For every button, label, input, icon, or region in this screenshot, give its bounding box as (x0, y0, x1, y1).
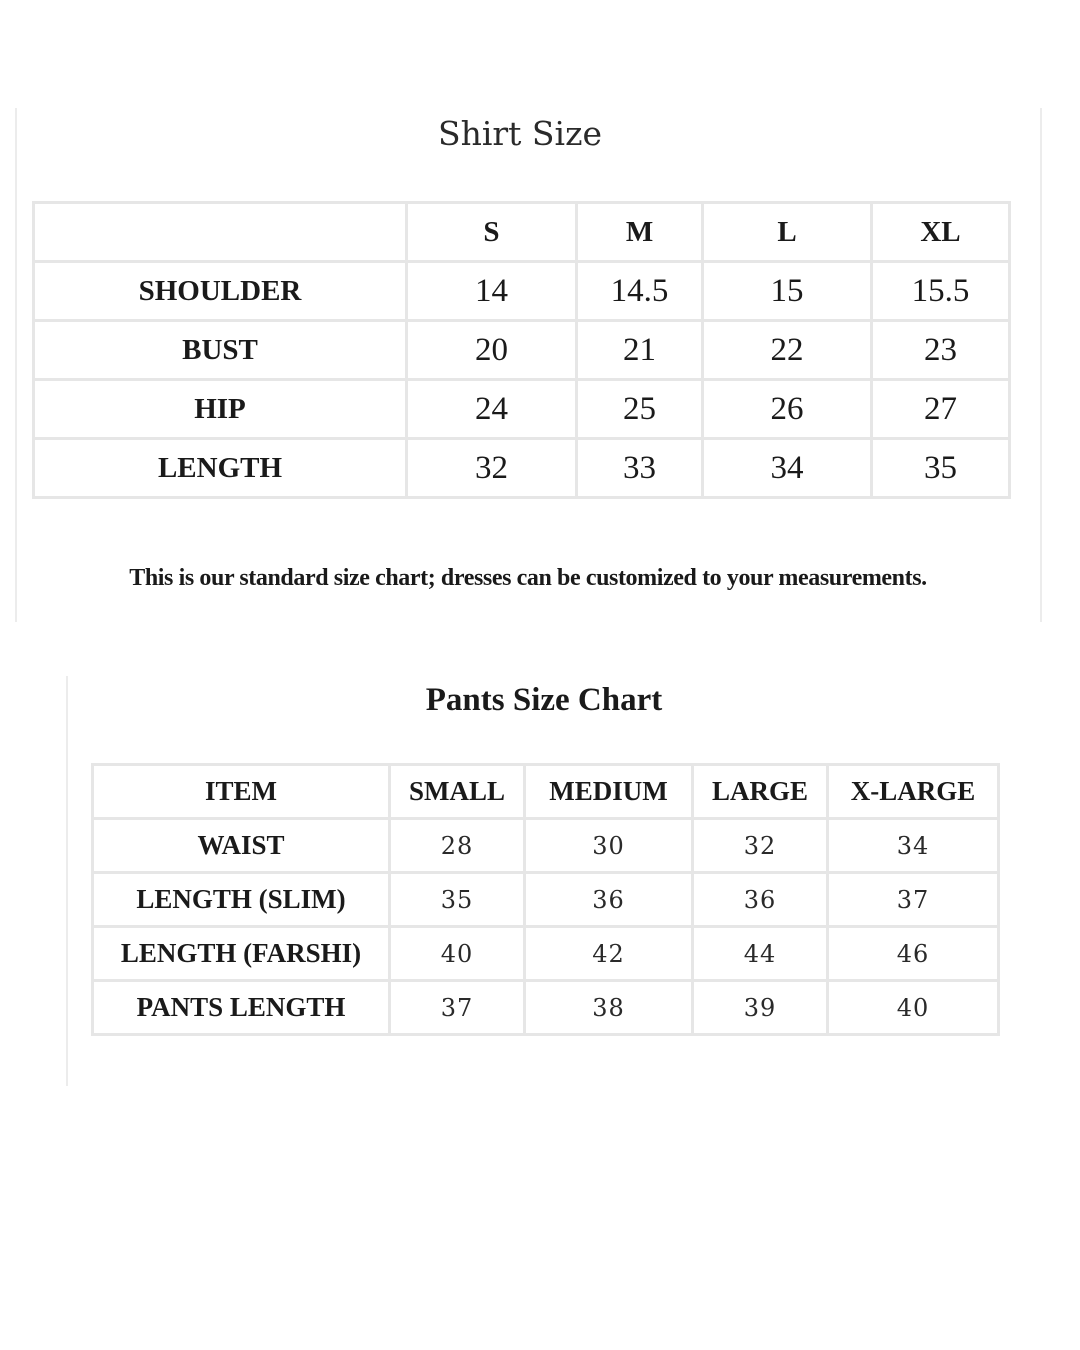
pants-cell: 35 (390, 873, 525, 927)
shirt-cell: 15 (703, 262, 872, 321)
pants-row-label: LENGTH (FARSHI) (93, 927, 390, 981)
shirt-header-l: L (703, 203, 872, 262)
shirt-cell: 33 (577, 439, 703, 498)
pants-cell: 36 (525, 873, 693, 927)
shirt-header-row (34, 203, 1010, 262)
shirt-cell: 23 (872, 321, 1010, 380)
pants-row-label: PANTS LENGTH (93, 981, 390, 1035)
pants-cell: 42 (525, 927, 693, 981)
shirt-header-blank (34, 203, 407, 262)
shirt-panel-right-edge (1040, 108, 1042, 622)
shirt-size-table (32, 201, 1011, 499)
pants-header-row (93, 765, 999, 819)
table-row (34, 439, 1010, 498)
pants-cell: 46 (828, 927, 999, 981)
pants-cell: 28 (390, 819, 525, 873)
table-row (34, 321, 1010, 380)
shirt-row-label: BUST (34, 321, 407, 380)
table-row (93, 981, 999, 1035)
shirt-header-xl: XL (872, 203, 1010, 262)
pants-header-x-large: X-LARGE (828, 765, 999, 819)
shirt-cell: 22 (703, 321, 872, 380)
pants-cell: 34 (828, 819, 999, 873)
pants-header-item: ITEM (93, 765, 390, 819)
table-row (34, 380, 1010, 439)
pants-panel-left-edge (66, 676, 68, 1086)
shirt-cell: 14 (407, 262, 577, 321)
pants-cell: 40 (828, 981, 999, 1035)
shirt-size-title: Shirt Size (437, 114, 603, 153)
shirt-cell: 34 (703, 439, 872, 498)
pants-cell: 39 (693, 981, 828, 1035)
table-row (93, 873, 999, 927)
pants-cell: 40 (390, 927, 525, 981)
pants-row-label: WAIST (93, 819, 390, 873)
shirt-cell: 26 (703, 380, 872, 439)
shirt-cell: 35 (872, 439, 1010, 498)
pants-cell: 32 (693, 819, 828, 873)
shirt-row-label: SHOULDER (34, 262, 407, 321)
table-row (93, 819, 999, 873)
shirt-row-label: LENGTH (34, 439, 407, 498)
pants-cell: 38 (525, 981, 693, 1035)
shirt-row-label: HIP (34, 380, 407, 439)
pants-cell: 37 (390, 981, 525, 1035)
shirt-cell: 15.5 (872, 262, 1010, 321)
shirt-cell: 20 (407, 321, 577, 380)
size-chart-note: This is our standard size chart; dresses can be customized to your measurements. (129, 565, 927, 591)
shirt-header-m: M (577, 203, 703, 262)
pants-cell: 44 (693, 927, 828, 981)
table-row (34, 262, 1010, 321)
shirt-header-s: S (407, 203, 577, 262)
shirt-cell: 21 (577, 321, 703, 380)
shirt-cell: 32 (407, 439, 577, 498)
shirt-cell: 14.5 (577, 262, 703, 321)
pants-header-small: SMALL (390, 765, 525, 819)
pants-cell: 37 (828, 873, 999, 927)
shirt-cell: 27 (872, 380, 1010, 439)
pants-cell: 36 (693, 873, 828, 927)
pants-row-label: LENGTH (SLIM) (93, 873, 390, 927)
shirt-cell: 24 (407, 380, 577, 439)
pants-header-medium: MEDIUM (525, 765, 693, 819)
shirt-panel-left-edge (15, 108, 17, 622)
shirt-cell: 25 (577, 380, 703, 439)
table-row (93, 927, 999, 981)
pants-size-table (91, 763, 1000, 1036)
pants-cell: 30 (525, 819, 693, 873)
pants-size-title: Pants Size Chart (425, 682, 663, 718)
pants-header-large: LARGE (693, 765, 828, 819)
